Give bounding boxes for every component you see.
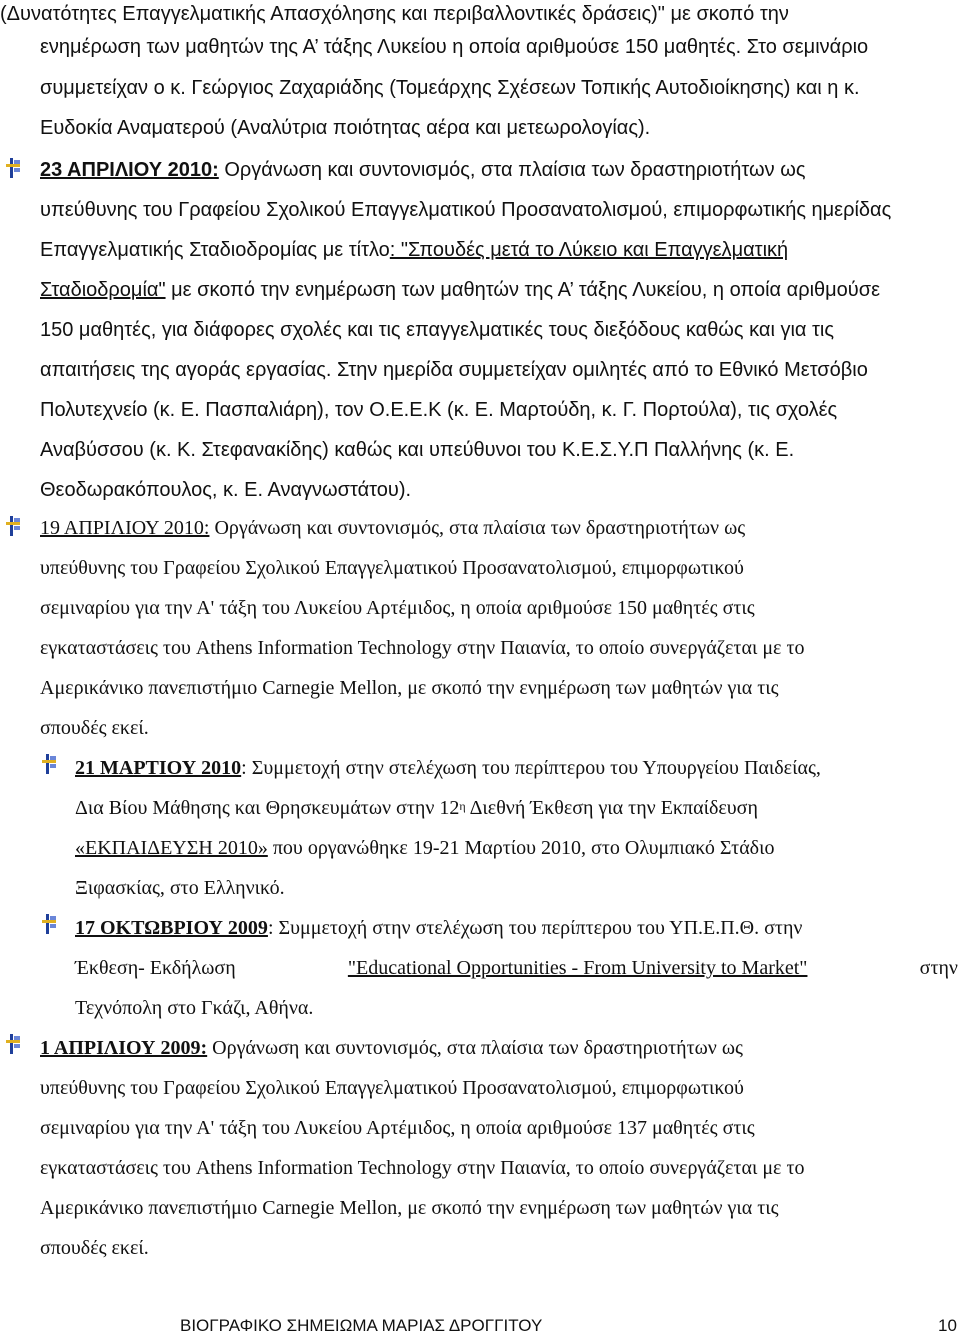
flag-bullet-icon [6,158,24,178]
entry-text: Αμερικάνικο πανεπιστήμιο Carnegie Mellon, με σκοπό την ενημέρωση των μαθητών για τις [40,677,779,699]
entry-text: εγκαταστάσεις του Athens Information Technology στην Παιανία, το οποίο συνεργάζεται με το [40,637,805,659]
entry-1-line-3 [40,236,958,264]
entry-1-line-9 [40,476,960,504]
entry-3-line-3 [75,834,958,862]
entry-text: σπουδές εκεί. [40,1237,149,1259]
entry-1-line-1 [40,156,958,184]
flag-bullet-icon [6,1034,24,1054]
entry-text: Δια Βίου Μάθησης και Θρησκευμάτων στην 12 [75,797,460,819]
entry-text: Οργάνωση και συντονισμός, στα πλαίσια των δραστηριοτήτων ως [212,1037,743,1059]
intro-line-4 [40,114,960,142]
entry-5-line-2 [40,1074,958,1102]
flag-bullet-icon [42,914,60,934]
entry-text: : Συμμετοχή στην στελέχωση του περίπτερου του Υπουργείου Παιδείας, [241,757,821,779]
entry-text: υπεύθυνης του Γραφείου Σχολικού Επαγγελματικού Προσανατολισμού, επιμορφωτικού [40,557,744,579]
intro-line-3 [40,74,958,102]
entry-5-line-4 [40,1154,958,1182]
entry-text: Τεχνόπολη στο Γκάζι, Αθήνα. [75,997,314,1019]
intro-text: ενημέρωση των μαθητών της Α’ τάξης Λυκείου η οποία αριθμούσε 150 μαθητές. Στο σεμινάριο [40,36,869,58]
entry-5-line-5 [40,1194,958,1222]
intro-text: Ευδοκία Αναματερού (Αναλύτρια ποιότητας αέρα και μετεωρολογίας). [40,117,651,139]
entry-5-line-1 [40,1034,958,1062]
entry-text: που οργανώθηκε 19-21 Μαρτίου 2010, στο Ολυμπιακό Στάδιο [272,837,775,859]
entry-1-line-6 [40,356,958,384]
entry-text: σπουδές εκεί. [40,717,149,739]
entry-title-link: «ΕΚΠΑΙΔΕΥΣΗ 2010» [75,837,268,859]
entry-title-link: Σταδιοδρομία" [40,279,166,301]
entry-2-line-6 [40,714,960,742]
entry-text: Οργάνωση και συντονισμός, στα πλαίσια των δραστηριοτήτων ως [224,159,806,181]
entry-4-line-1 [75,914,958,942]
entry-2-line-3 [40,594,958,622]
entry-text: : Συμμετοχή στην στελέχωση του περίπτερου του ΥΠ.Ε.Π.Θ. στην [267,917,803,939]
entry-1-line-2 [40,196,958,224]
entry-1-line-4 [40,276,958,304]
page-number [938,1316,957,1336]
intro-line-2 [40,33,958,61]
entry-title-link: : "Σπουδές μετά το Λύκειο και Επαγγελματική [389,239,789,261]
entry-text: Οργάνωση και συντονισμός, στα πλαίσια των δραστηριοτήτων ως [214,517,746,539]
entry-2-line-4 [40,634,958,662]
entry-3-line-2 [75,794,958,824]
intro-text: (Δυνατότητες Επαγγελματικής Απασχόλησης και περιβαλλοντικές δράσεις)" με σκοπό την [0,3,789,25]
intro-text: συμμετείχαν ο κ. Γεώργιος Ζαχαριάδης (Τομεάρχης Σχέσεων Τοπικής Αυτοδιοίκησης) και η κ. [40,77,860,99]
ordinal-superscript: η [459,799,466,813]
entry-1-line-7 [40,396,958,424]
entry-text: Αμερικάνικο πανεπιστήμιο Carnegie Mellon, με σκοπό την ενημέρωση των μαθητών για τις [40,1197,779,1219]
entry-title-link: "Educational Opportunities - From University to Market" [347,957,808,979]
entry-text: με σκοπό την ενημέρωση των μαθητών της Α’ τάξης Λυκείου, η οποία αριθμούσε [171,279,880,301]
entry-2-line-2 [40,554,958,582]
entry-text: Ξιφασκίας, στο Ελληνικό. [75,877,285,899]
entry-text: απαιτήσεις της αγοράς εργασίας. Στην ημερίδα συμμετείχαν ομιλητές από το Εθνικό Μετσόβιο [40,359,868,381]
entry-date: 19 ΑΠΡΙΛΙΟΥ 2010: [40,517,210,539]
entry-4-line-2 [75,954,958,982]
entry-text: στην [919,957,958,979]
entry-text: Διεθνή Έκθεση για την Εκπαίδευση [469,797,758,819]
flag-bullet-icon [42,754,60,774]
entry-1-line-5 [40,316,958,344]
entry-date: 23 ΑΠΡΙΛΙΟΥ 2010: [40,159,219,181]
page-number-text: 10 [938,1316,957,1335]
entry-text: 150 μαθητές, για διάφορες σχολές και τις επαγγελματικές τους διεξόδους καθώς και για τις [40,319,834,341]
entry-text: σεμιναρίου για την Α' τάξη του Λυκείου Αρτέμιδος, η οποία αριθμούσε 137 μαθητές στις [40,1117,755,1139]
entry-text: Έκθεση- Εκδήλωση [75,957,236,979]
entry-date: 1 ΑΠΡΙΛΙΟΥ 2009: [40,1037,208,1059]
entry-4-line-3 [75,994,960,1022]
entry-3-line-4 [75,874,960,902]
entry-text: Επαγγελματικής Σταδιοδρομίας με τίτλο [40,239,390,261]
entry-date: 21 ΜΑΡΤΙΟΥ 2010 [75,757,242,779]
entry-text: σεμιναρίου για την Α' τάξη του Λυκείου Αρτέμιδος, η οποία αριθμούσε 150 μαθητές στις [40,597,755,619]
entry-text: υπεύθυνης του Γραφείου Σχολικού Επαγγελματικού Προσανατολισμού, επιμορφωτικού [40,1077,744,1099]
entry-2-line-1 [40,514,958,542]
entry-text: Θεοδωρακόπουλος, κ. Ε. Αναγνωστάτου). [40,479,412,501]
entry-5-line-6 [40,1234,960,1262]
entry-2-line-5 [40,674,958,702]
entry-text: Πολυτεχνείο (κ. Ε. Πασπαλιάρη), τον Ο.Ε.Ε.Κ (κ. Ε. Μαρτούδη, κ. Γ. Πορτούλα), τις σχολές [40,399,838,421]
flag-bullet-icon [6,516,24,536]
footer-title-text: ΒΙΟΓΡΑΦΙΚΟ ΣΗΜΕΙΩΜΑ ΜΑΡΙΑΣ ΔΡΟΓΓΙΤΟΥ [180,1316,543,1335]
entry-5-line-3 [40,1114,958,1142]
entry-text: εγκαταστάσεις του Athens Information Technology στην Παιανία, το οποίο συνεργάζεται με το [40,1157,805,1179]
entry-text: υπεύθυνης του Γραφείου Σχολικού Επαγγελματικού Προσανατολισμού, επιμορφωτικής ημερίδας [40,199,892,221]
entry-1-line-8 [40,436,958,464]
intro-line-1 [0,0,960,28]
entry-3-line-1 [75,754,958,782]
entry-date: 17 ΟΚΤΩΒΡΙΟΥ 2009 [75,917,268,939]
entry-text: Αναβύσσου (κ. Κ. Στεφανακίδης) καθώς και υπεύθυνοι του Κ.Ε.Σ.Υ.Π Παλλήνης (κ. Ε. [40,439,795,461]
footer-title [180,1316,542,1336]
